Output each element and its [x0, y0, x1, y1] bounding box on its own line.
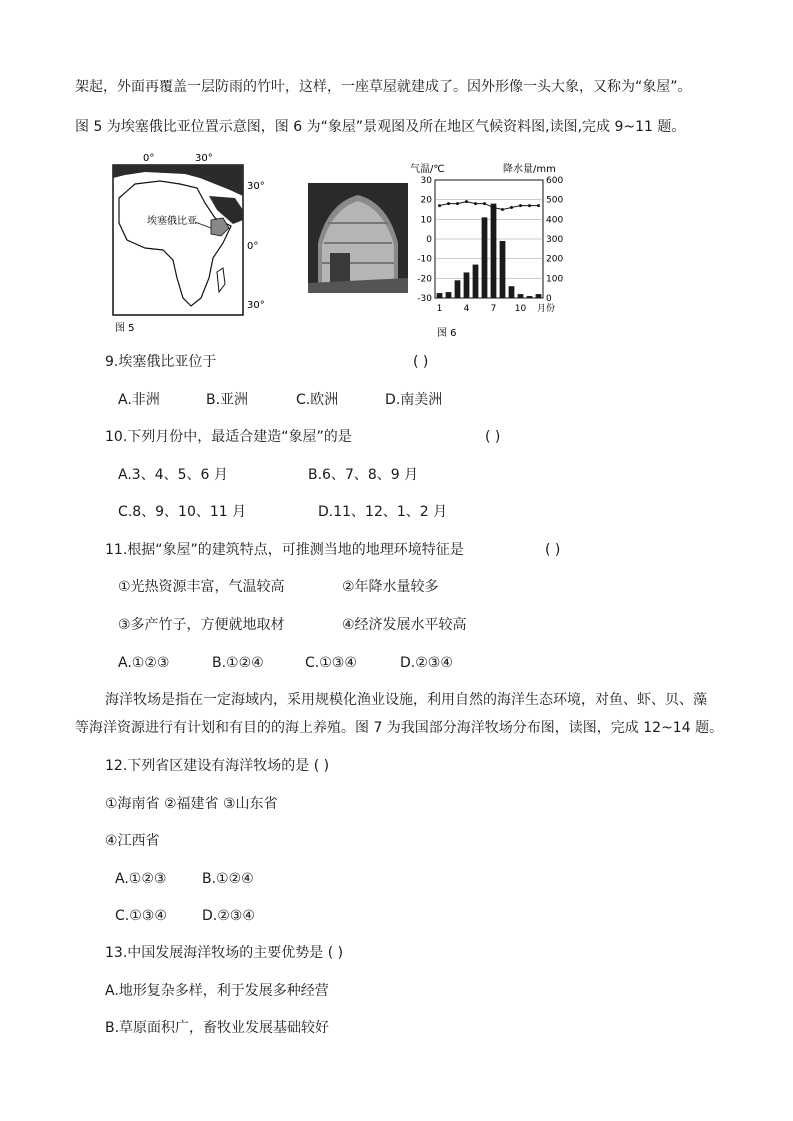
q10-option-b: B.6、7、8、9 月	[308, 467, 419, 483]
precip-bar	[446, 292, 452, 298]
precip-bar	[500, 241, 506, 298]
precip-bar	[491, 204, 497, 298]
climate-chart	[405, 148, 575, 338]
q12-statement-1: ①海南省 ②福建省 ③山东省	[105, 796, 278, 812]
precip-tick-label: 300	[546, 235, 564, 245]
q10-option-a: A.3、4、5、6 月	[118, 467, 228, 483]
lat-label-30s: 30°	[247, 300, 265, 311]
q10-option-d: D.11、12、1、2 月	[318, 504, 448, 520]
precip-tick-label: 400	[546, 215, 564, 226]
lon-label-0: 0°	[143, 153, 155, 164]
precip-tick-label: 600	[546, 176, 564, 186]
q9-option-c: C.欧洲	[296, 392, 339, 408]
temp-tick-label: 30	[420, 176, 432, 186]
x-axis-label: 月份	[537, 304, 556, 314]
q12-option-c: C.①③④	[115, 908, 167, 924]
month-tick-label: 10	[514, 304, 527, 314]
q10-option-c: C.8、9、10、11 月	[118, 504, 247, 520]
q11-option-c: C.①③④	[305, 655, 357, 671]
passage-line-2: 等海洋资源进行有计划和有目的的海上养殖。图 7 为我国部分海洋牧场分布图，读图，完成 12~14 题。	[75, 720, 724, 736]
q9-option-a: A.非洲	[118, 392, 160, 408]
precip-bar	[464, 272, 470, 298]
temperature-point	[528, 204, 531, 207]
q11-option-d: D.②③④	[400, 655, 453, 671]
q11-option-b: B.①②④	[212, 655, 264, 671]
lat-label-30n: 30°	[247, 181, 265, 192]
temperature-point	[492, 206, 495, 209]
temp-tick-label: 20	[420, 195, 432, 206]
q9-stem: 9.埃塞俄比亚位于	[105, 354, 217, 370]
q9-option-b: B.亚洲	[206, 392, 249, 408]
lat-label-0: 0°	[247, 241, 259, 252]
q13-stem: 13.中国发展海洋牧场的主要优势是 ( )	[105, 945, 344, 961]
q12-option-d: D.②③④	[202, 908, 255, 924]
q10-paren: ( )	[485, 429, 501, 445]
month-tick-label: 1	[436, 304, 443, 314]
q9-option-d: D.南美洲	[385, 392, 443, 408]
passage-line-1: 海洋牧场是指在一定海域内，采用规模化渔业设施，利用自然的海洋生态环境，对鱼、虾、贝、藻	[105, 692, 707, 708]
precip-bar	[536, 294, 542, 298]
temp-tick-label: 0	[426, 235, 432, 245]
ethiopia-label: 埃塞俄比亚	[147, 216, 197, 227]
elephant-house-photo	[308, 183, 408, 293]
precip-bar	[482, 217, 488, 298]
temperature-point	[501, 208, 504, 211]
fig6-caption: 图 6	[437, 328, 457, 338]
temperature-line	[440, 202, 539, 210]
intro-line-2: 图 5 为埃塞俄比亚位置示意图，图 6 为“象屋”景观图及所在地区气候资料图,读图,完成 9~11 题。	[75, 119, 686, 135]
precip-bar	[473, 265, 479, 298]
precip-bar	[455, 280, 461, 298]
q12-option-a: A.①②③	[115, 871, 167, 887]
q12-option-b: B.①②④	[202, 871, 254, 887]
temp-tick-label: 10	[420, 215, 432, 226]
figure-area	[105, 148, 575, 338]
precip-bar	[527, 296, 533, 298]
month-tick-label: 7	[490, 304, 497, 314]
temp-axis-label: 气温/℃	[410, 164, 445, 175]
q13-option-a: A.地形复杂多样，利于发展多种经营	[105, 983, 329, 999]
q13-option-b: B.草原面积广，畜牧业发展基础较好	[105, 1020, 330, 1036]
temperature-point	[519, 204, 522, 207]
q11-statement-1: ①光热资源丰富，气温较高	[118, 579, 285, 595]
q11-option-a: A.①②③	[118, 655, 170, 671]
q9-paren: ( )	[413, 354, 429, 370]
temperature-point	[510, 206, 513, 209]
temperature-point	[447, 202, 450, 205]
temperature-point	[456, 202, 459, 205]
precip-tick-label: 100	[546, 274, 564, 285]
q12-statement-2: ④江西省	[105, 833, 160, 849]
q11-statement-2: ②年降水量较多	[342, 579, 439, 595]
q11-statement-4: ④经济发展水平较高	[342, 617, 467, 633]
q11-paren: ( )	[545, 542, 561, 558]
precip-bar	[437, 293, 443, 298]
q11-statement-3: ③多产竹子，方便就地取材	[118, 617, 285, 633]
temperature-point	[474, 202, 477, 205]
q10-stem: 10.下列月份中，最适合建造“象屋”的是	[105, 429, 352, 445]
precip-axis-label: 降水量/mm	[503, 164, 556, 175]
temp-tick-label: -30	[417, 294, 432, 304]
temp-tick-label: -10	[417, 254, 432, 265]
month-tick-label: 4	[463, 304, 470, 314]
precip-bar	[509, 286, 515, 298]
q11-stem: 11.根据“象屋”的建筑特点，可推测当地的地理环境特征是	[105, 542, 464, 558]
fig5-caption: 图 5	[115, 323, 135, 334]
precip-tick-label: 0	[546, 294, 552, 304]
temperature-point	[465, 200, 468, 203]
temperature-point	[438, 204, 441, 207]
q12-stem: 12.下列省区建设有海洋牧场的是 ( )	[105, 758, 330, 774]
lon-label-30: 30°	[195, 153, 213, 164]
africa-location-map	[105, 148, 265, 338]
precip-bar	[518, 294, 524, 298]
temp-tick-label: -20	[417, 274, 432, 285]
temperature-point	[483, 202, 486, 205]
precip-tick-label: 500	[546, 195, 564, 206]
precip-tick-label: 200	[546, 254, 564, 265]
temperature-point	[537, 204, 540, 207]
intro-line-1: 架起，外面再覆盖一层防雨的竹叶，这样，一座草屋就建成了。因外形像一头大象，又称为“象屋”。	[75, 79, 692, 95]
